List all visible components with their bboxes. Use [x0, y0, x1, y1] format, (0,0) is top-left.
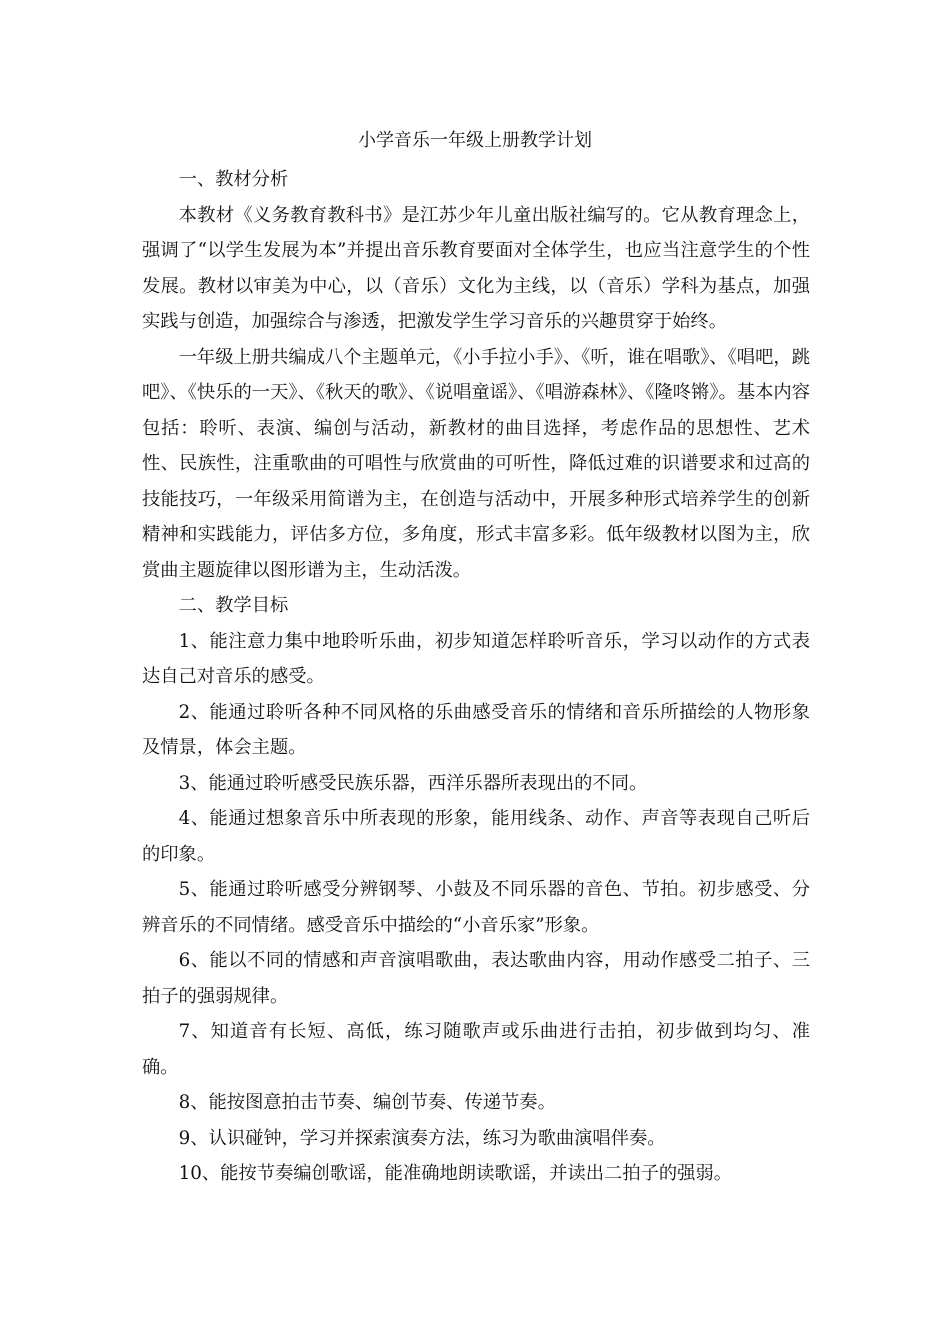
document-body: [142, 162, 810, 1192]
goal-item: 10、能按节奏编创歌谣，能准确地朗读歌谣，并读出二拍子的强弱。: [178, 1163, 733, 1184]
paragraph-textbook-units: 一年级上册共编成八个主题单元，《小手拉小手》、《听，谁在唱歌》、《唱吧，跳吧》、《快乐的一天》、《秋天的歌》、《说唱童谣》、《唱游森林》、《隆咚锵》。基本内容包括：聆听、表演、编创与活动，新教材的曲目选择，考虑作品的思想性、艺术性、民族性，注重歌曲的可唱性与欣赏曲的可听性，降低过难的识谱要求和过高的技能技巧，一年级采用简谱为主，在创造与活动中，开展多种形式培养学生的创新精神和实践能力，评估多方位，多角度，形式丰富多彩。低年级教材以图为主，欣赏曲主题旋律以图形谱为主，生动活泼。: [142, 346, 810, 581]
goal-item: 4、能通过想象音乐中所表现的形象，能用线条、动作、声音等表现自己听后的印象。: [142, 808, 810, 865]
goal-item: 2、能通过聆听各种不同风格的乐曲感受音乐的情绪和音乐所描绘的人物形象及情景，体会主题。: [142, 701, 810, 758]
section-heading-teaching-goals: 二、教学目标: [178, 595, 289, 616]
goal-item: 3、能通过聆听感受民族乐器，西洋乐器所表现出的不同。: [178, 772, 648, 794]
section-heading-textbook-analysis: 一、教材分析: [178, 169, 289, 190]
goal-item: 1、能注意力集中地聆听乐曲，初步知道怎样聆听音乐，学习以动作的方式表达自己对音乐的感受。: [142, 630, 810, 687]
paragraph-textbook-intro: 本教材《义务教育教科书》是江苏少年儿童出版社编写的。它从教育理念上，强调了“以学生发展为本”并提出音乐教育要面对全体学生，也应当注意学生的个性发展。教材以审美为中心，以（音乐）文化为主线，以（音乐）学科为基点，加强实践与创造，加强综合与渗透，把激发学生学习音乐的兴趣贯穿于始终。: [142, 204, 810, 332]
goal-item: 8、能按图意拍击节奏、编创节奏、传递节奏。: [178, 1092, 556, 1113]
goal-item: 6、能以不同的情感和声音演唱歌曲，表达歌曲内容，用动作感受二拍子、三拍子的强弱规律。: [142, 950, 810, 1007]
goal-item: 9、认识碰钟，学习并探索演奏方法，练习为歌曲演唱伴奏。: [178, 1127, 666, 1149]
goal-item: 5、能通过聆听感受分辨钢琴、小鼓及不同乐器的音色、节拍。初步感受、分辨音乐的不同情绪。感受音乐中描绘的“小音乐家”形象。: [142, 879, 810, 936]
document-title: 小学音乐一年级上册教学计划: [358, 130, 592, 151]
goal-item: 7、知道音有长短、高低，练习随歌声或乐曲进行击拍，初步做到均匀、准确。: [142, 1021, 810, 1078]
